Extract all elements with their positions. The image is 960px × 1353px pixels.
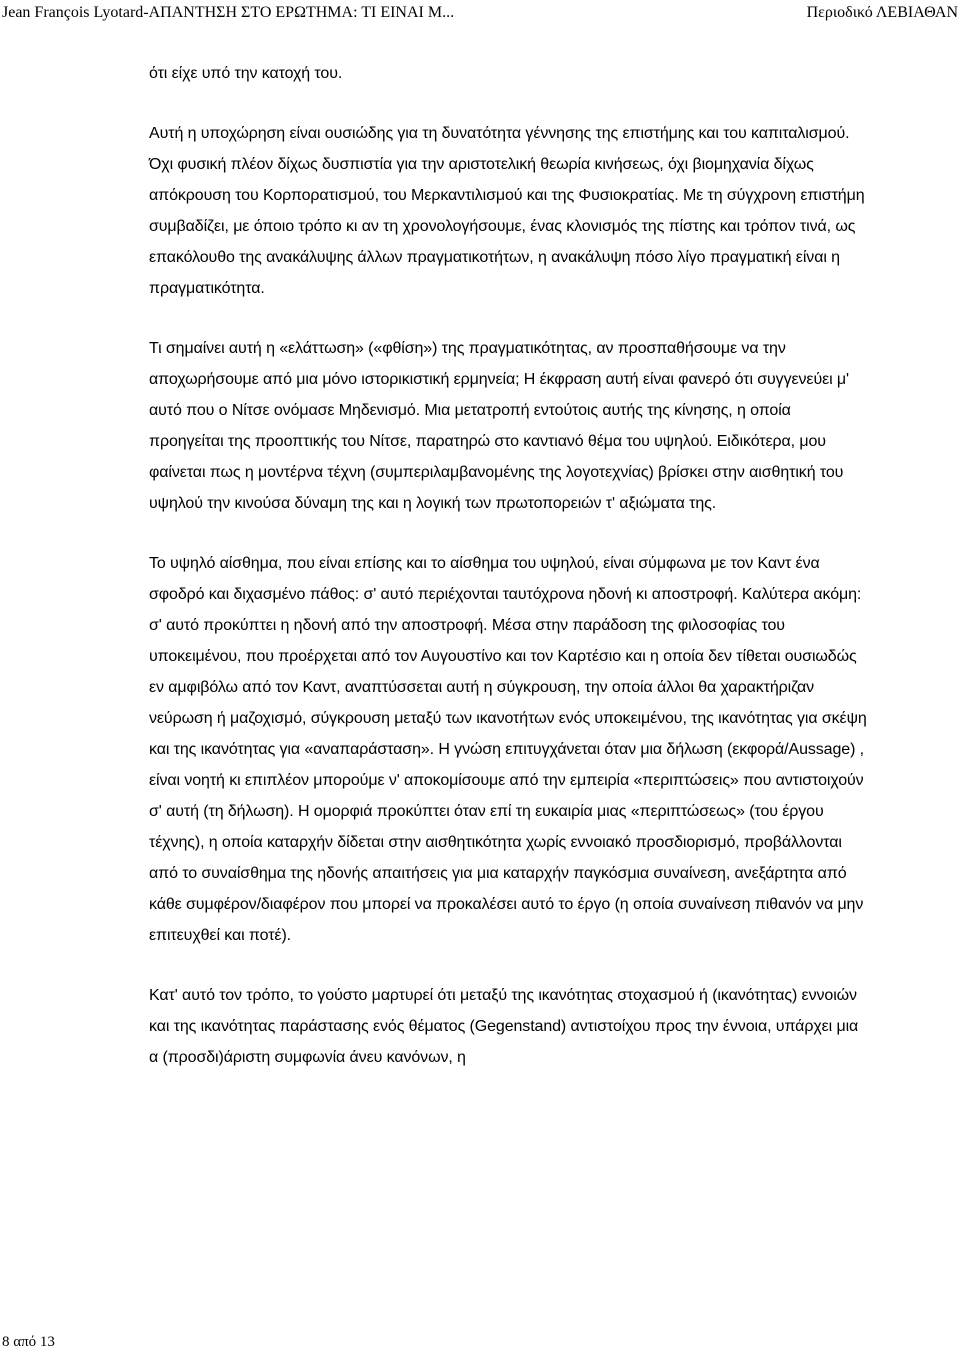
- article-body: [149, 58, 867, 1102]
- paragraph: Τι σημαίνει αυτή η «ελάττωση» («φθίση») της πραγματικότητας, αν προσπαθήσουμε να την αποχωρήσουμε από μια μόνο ιστορικιστική ερμηνεία; Η έκφραση αυτή είναι φανερό ότι συγγενεύει μ' αυτό που ο Νίτσε ονόμασε Μηδενισμό. Μια μετατροπή εντούτοις αυτής της κίνησης, η οποία προηγείται της προοπτικής του Νίτσε, παρατηρώ στο καντιανό θέμα του υψηλού. Ειδικότερα, μου φαίνεται πως η μοντέρνα τέχνη (συμπεριλαμβανομένης της λογοτεχνίας) βρίσκει στην αισθητική του υψηλού την κινούσα δύναμη της και η λογική των πρωτοπορειών τ' αξιώματα της.: [149, 340, 850, 512]
- paragraph: ότι είχε υπό την κατοχή του.: [149, 65, 343, 82]
- paragraph: Κατ' αυτό τον τρόπο, το γούστο μαρτυρεί ότι μεταξύ της ικανότητας στοχασμού ή (ικανότητας) εννοιών και της ικανότητας παράστασης ενός θέματος (Gegenstand) αντιστοίχου προς την έννοια, υπάρχει μια α (προσδι)άριστη συμφωνία άνευ κανόνων, η: [149, 987, 859, 1066]
- paragraph: Αυτή η υποχώρηση είναι ουσιώδης για τη δυνατότητα γέννησης της επιστήμης και του καπιταλισμού. Όχι φυσική πλέον δίχως δυσπιστία για την αριστοτελική θεωρία κινήσεως, όχι βιομηχανία δίχως απόκρουση του Κορπορατισμού, του Μερκαντιλισμού και της Φυσιοκρατίας. Με τη σύγχρονη επιστήμη συμβαδίζει, με όποιο τρόπο κι αν τη χρονολογήσουμε, ένας κλονισμός της πίστης και τρόπον τινά, ως επακόλουθο της ανακάλυψης άλλων πραγματικοτήτων, η ανακάλυψη πόσο λίγο πραγματική είναι η πραγματικότητα.: [149, 125, 865, 297]
- document-title: Jean François Lyotard-ΑΠΑΝΤΗΣΗ ΣΤΟ ΕΡΩΤΗΜΑ: ΤΙ ΕΙΝΑΙ Μ...: [2, 4, 455, 21]
- page-footer: [2, 1334, 55, 1351]
- publication-name: Περιοδικό ΛΕΒΙΑΘΑΝ: [806, 4, 958, 21]
- page-header: [0, 0, 960, 30]
- page-number: 8 από 13: [2, 1334, 55, 1350]
- paragraph: Το υψηλό αίσθημα, που είναι επίσης και το αίσθημα του υψηλού, είναι σύμφωνα με τον Καντ ένα σφοδρό και διχασμένο πάθος: σ' αυτό περιέχονται ταυτόχρονα ηδονή κι αποστροφή. Καλύτερα ακόμη: σ' αυτό προκύπτει η ηδονή από την αποστροφή. Μέσα στην παράδοση της φιλοσοφίας του υποκειμένου, που προέρχεται από τον Αυγουστίνο και τον Καρτέσιο και η οποία δεν τίθεται ουσιωδώς εν αμφιβόλω από τον Καντ, αναπτύσσεται αυτή η σύγκρουση, την οποία άλλοι θα χαρακτήριζαν νεύρωση ή μαζοχισμό, σύγκρουση μεταξύ των ικανοτήτων ενός υποκειμένου, της ικανότητας για σκέψη και της ικανότητας για «αναπαράσταση». Η γνώση επιτυγχάνεται όταν μια δήλωση (εκφορά/Aussage) , είναι νοητή κι επιπλέον μπορούμε ν' αποκομίσουμε από την εμπειρία «περιπτώσεις» που αντιστοιχούν σ' αυτή (τη δήλωση). Η ομορφιά προκύπτει όταν επί τη ευκαιρία μιας «περιπτώσεως» (του έργου τέχνης), η οποία καταρχήν δίδεται στην αισθητικότητα χωρίς εννοιακό προσδιορισμό, προβάλλονται από το συναίσθημα της ηδονής απαιτήσεις για μια καταρχήν παγκόσμια συναίνεση, ανεξάρτητα από κάθε συμφέρον/διαφέρον που μπορεί να προκαλέσει αυτό το έργο (η οποία συναίνεση πιθανόν να μην επιτευχθεί και ποτέ).: [149, 555, 867, 944]
